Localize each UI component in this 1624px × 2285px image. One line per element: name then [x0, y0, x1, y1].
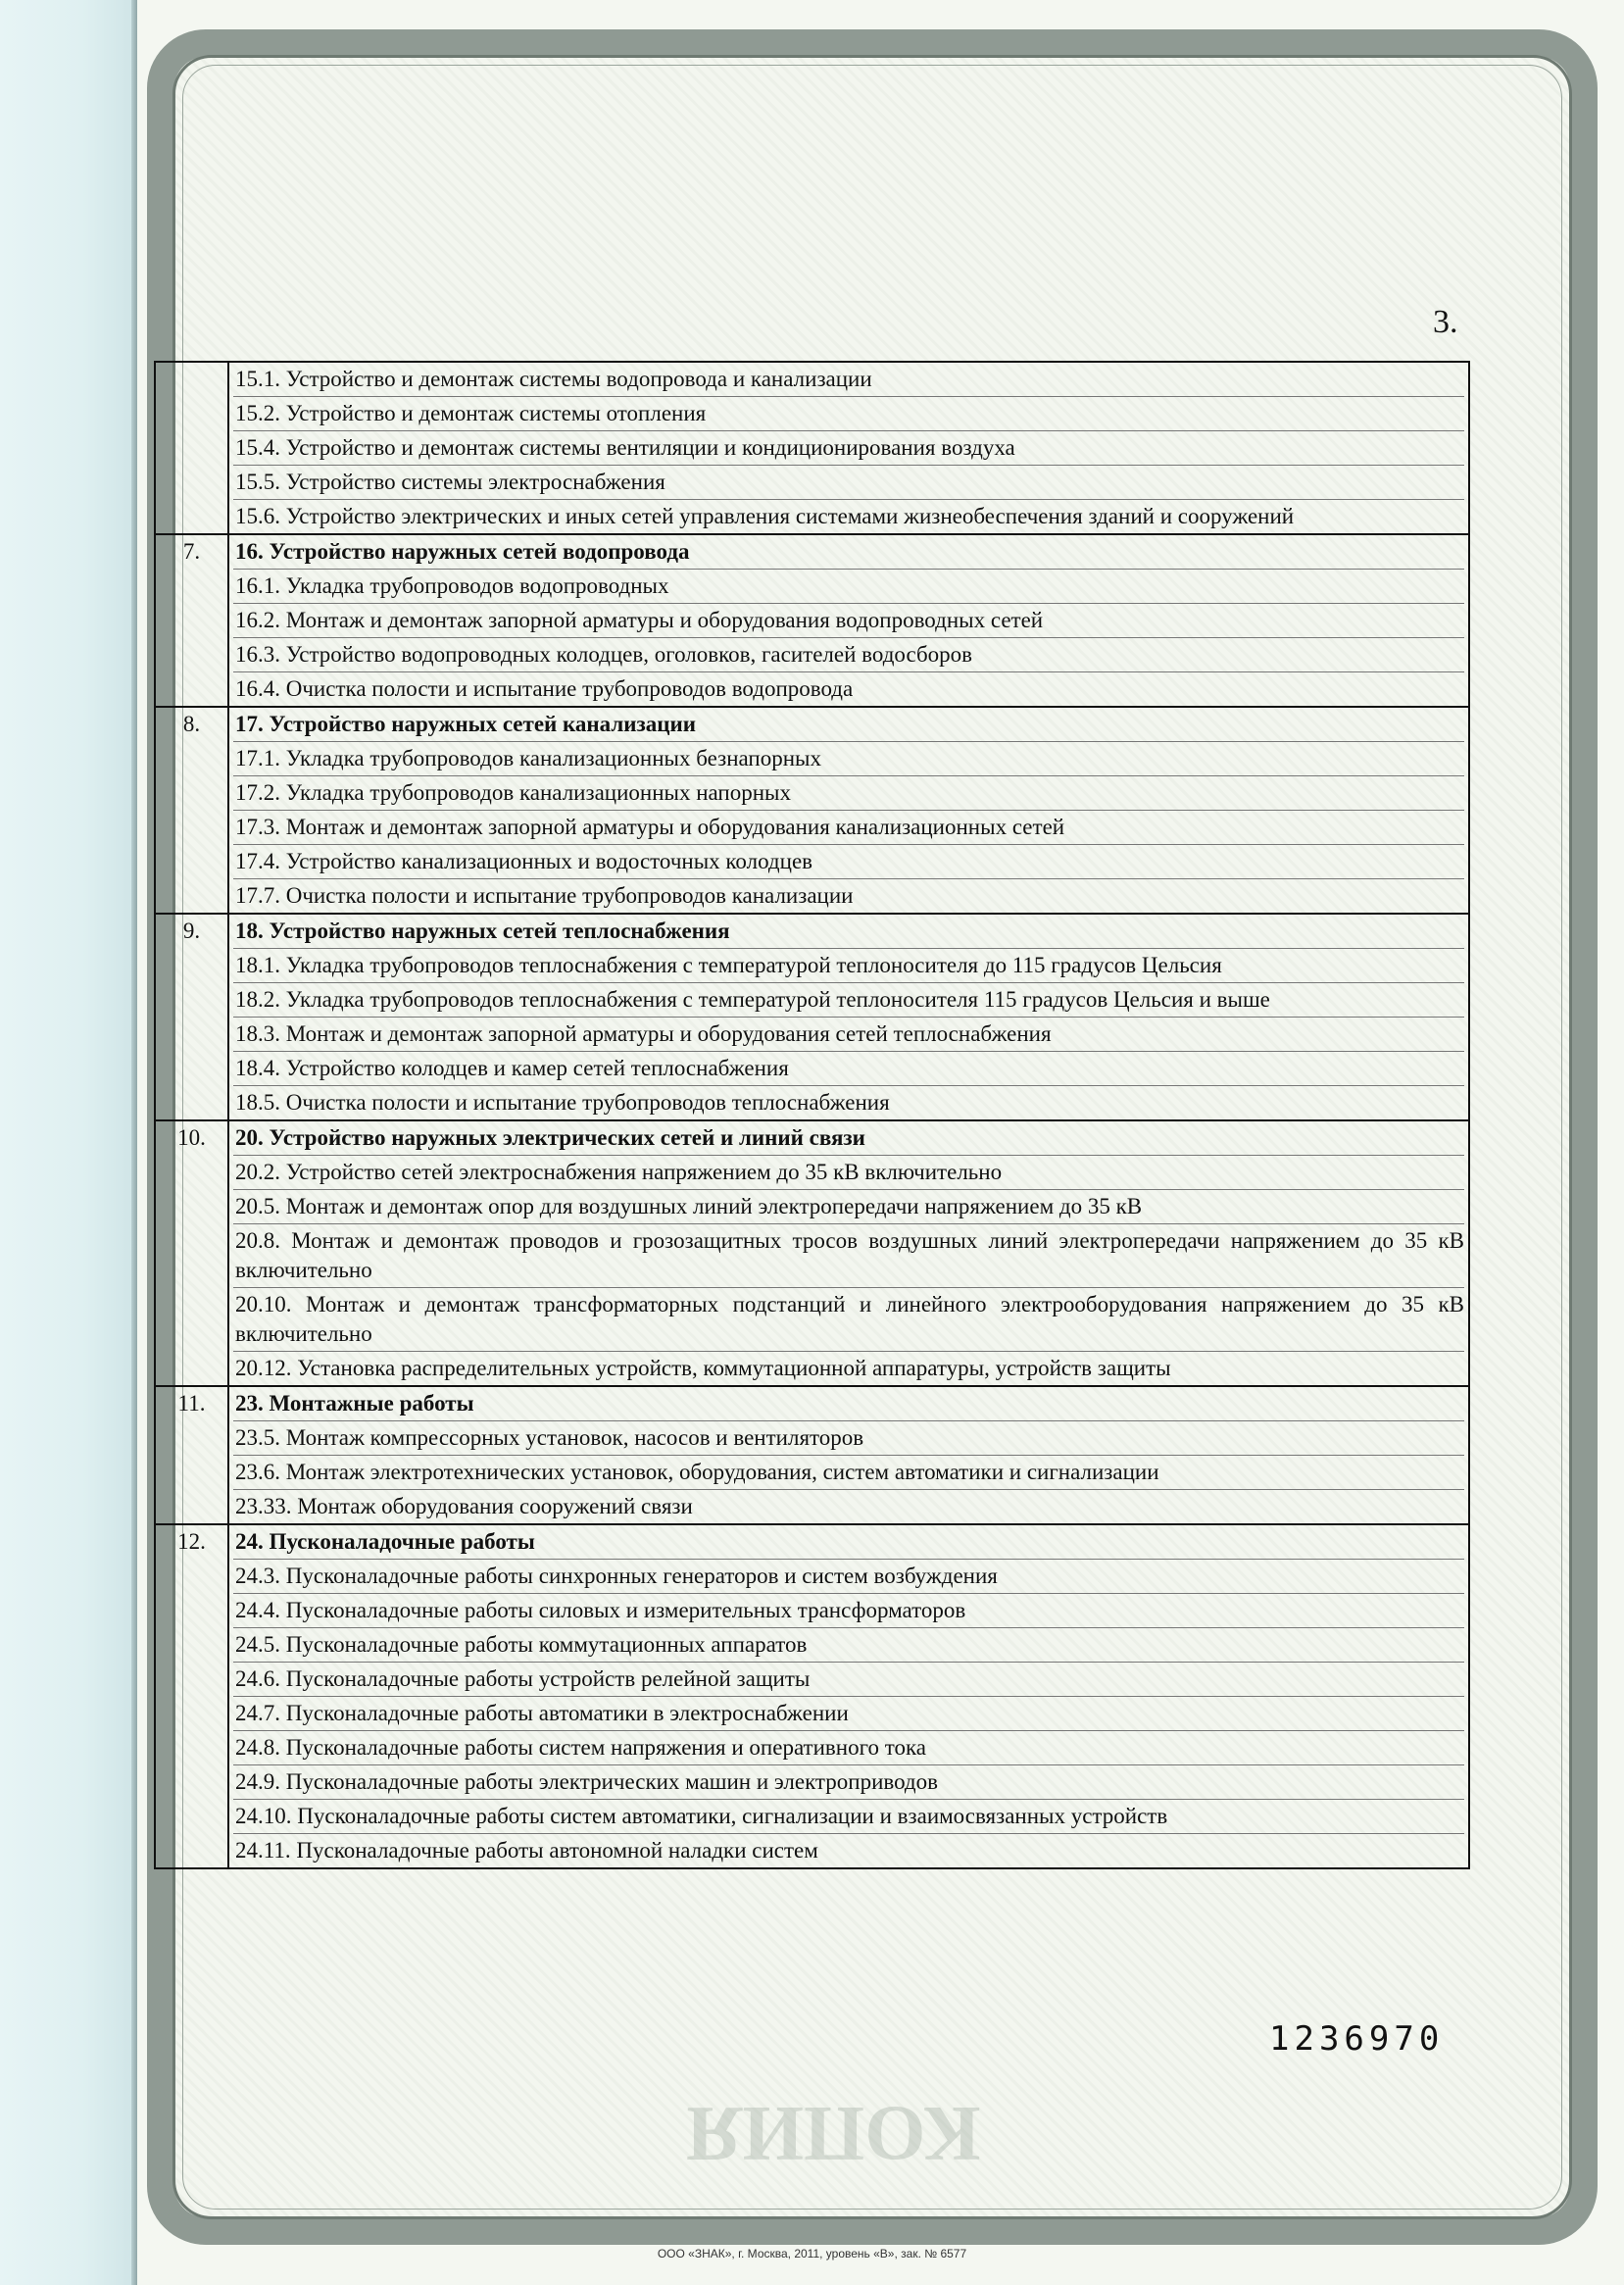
table-row	[155, 707, 1469, 914]
work-item: 20.2. Устройство сетей электроснабжения напряжением до 35 кВ включительно	[233, 1156, 1464, 1190]
row-number: 10.	[155, 1120, 228, 1386]
work-item: 24.9. Пусконаладочные работы электрических машин и электроприводов	[233, 1765, 1464, 1800]
work-item: 23.6. Монтаж электротехнических установок, оборудования, систем автоматики и сигнализации	[233, 1456, 1464, 1490]
work-item: 15.2. Устройство и демонтаж системы отопления	[233, 397, 1464, 431]
work-items-cell	[228, 707, 1469, 914]
work-item: 24.5. Пусконаладочные работы коммутационных аппаратов	[233, 1628, 1464, 1663]
work-item: 20.8. Монтаж и демонтаж проводов и грозозащитных тросов воздушных линий электропередачи напряжением до 35 кВ включительно	[233, 1224, 1464, 1288]
work-item: 24.7. Пусконаладочные работы автоматики в электроснабжении	[233, 1697, 1464, 1731]
adjacent-page-edge	[0, 0, 137, 2285]
serial-number: 1236970	[1269, 2019, 1445, 2059]
row-number	[155, 362, 228, 534]
work-items-cell	[228, 1120, 1469, 1386]
work-item: 20.10. Монтаж и демонтаж трансформаторных подстанций и линейного электрооборудования напряжением до 35 кВ включительно	[233, 1288, 1464, 1352]
work-item: 16.4. Очистка полости и испытание трубопроводов водопровода	[235, 676, 854, 701]
row-number: 7.	[155, 534, 228, 707]
work-item: 16.3. Устройство водопроводных колодцев, оголовков, гасителей водосборов	[233, 638, 1464, 672]
row-number: 11.	[155, 1386, 228, 1524]
work-group-heading: 24. Пусконаладочные работы	[233, 1525, 1464, 1560]
work-item: 24.6. Пусконаладочные работы устройств релейной защиты	[233, 1663, 1464, 1697]
work-item: 24.8. Пусконаладочные работы систем напряжения и оперативного тока	[233, 1731, 1464, 1765]
work-item: 17.2. Укладка трубопроводов канализационных напорных	[233, 776, 1464, 811]
table-row	[155, 1524, 1469, 1868]
work-items-cell	[228, 362, 1469, 534]
work-item: 15.6. Устройство электрических и иных сетей управления системами жизнеобеспечения зданий и сооружений	[235, 504, 1295, 528]
work-item: 17.4. Устройство канализационных и водосточных колодцев	[233, 845, 1464, 879]
table-row	[155, 1120, 1469, 1386]
work-item: 15.1. Устройство и демонтаж системы водопровода и канализации	[233, 363, 1464, 397]
row-number: 8.	[155, 707, 228, 914]
work-item: 24.10. Пусконаладочные работы систем автоматики, сигнализации и взаимосвязанных устройств	[233, 1800, 1464, 1834]
table-row	[155, 914, 1469, 1120]
row-number: 12.	[155, 1524, 228, 1868]
work-item: 23.5. Монтаж компрессорных установок, насосов и вентиляторов	[233, 1421, 1464, 1456]
work-item: 15.5. Устройство системы электроснабжения	[233, 466, 1464, 500]
work-item: 18.3. Монтаж и демонтаж запорной арматуры и оборудования сетей теплоснабжения	[233, 1018, 1464, 1052]
work-group-heading: 18. Устройство наружных сетей теплоснабжения	[233, 915, 1464, 949]
table-row	[155, 1386, 1469, 1524]
work-item: 18.4. Устройство колодцев и камер сетей теплоснабжения	[233, 1052, 1464, 1086]
work-item: 16.2. Монтаж и демонтаж запорной арматуры и оборудования водопроводных сетей	[233, 604, 1464, 638]
work-items-cell	[228, 1524, 1469, 1868]
work-group-heading: 16. Устройство наружных сетей водопровода	[233, 535, 1464, 570]
work-item: 17.1. Укладка трубопроводов канализационных безнапорных	[233, 742, 1464, 776]
work-items-cell	[228, 534, 1469, 707]
work-item: 20.5. Монтаж и демонтаж опор для воздушных линий электропередачи напряжением до 35 кВ	[233, 1190, 1464, 1224]
work-item: 23.33. Монтаж оборудования сооружений связи	[235, 1494, 693, 1518]
work-group-heading: 17. Устройство наружных сетей канализации	[233, 708, 1464, 742]
work-item: 24.11. Пусконаладочные работы автономной наладки систем	[235, 1838, 818, 1863]
work-item: 16.1. Укладка трубопроводов водопроводных	[233, 570, 1464, 604]
works-table	[154, 361, 1470, 1869]
work-item: 24.4. Пусконаладочные работы силовых и измерительных трансформаторов	[233, 1594, 1464, 1628]
work-item: 24.3. Пусконаладочные работы синхронных генераторов и систем возбуждения	[233, 1560, 1464, 1594]
work-item: 18.1. Укладка трубопроводов теплоснабжения с температурой теплоносителя до 115 градусов Цельсия	[233, 949, 1464, 983]
table-row	[155, 362, 1469, 534]
work-item: 17.7. Очистка полости и испытание трубопроводов канализации	[235, 883, 854, 908]
work-item: 18.2. Укладка трубопроводов теплоснабжения с температурой теплоносителя 115 градусов Цельсия и выше	[233, 983, 1464, 1018]
row-number: 9.	[155, 914, 228, 1120]
work-items-cell	[228, 1386, 1469, 1524]
table-row	[155, 534, 1469, 707]
printer-imprint: ООО «ЗНАК», г. Москва, 2011, уровень «В», зак. № 6577	[657, 2247, 967, 2260]
work-item: 18.5. Очистка полости и испытание трубопроводов теплоснабжения	[235, 1090, 890, 1115]
page-number: 3.	[1433, 304, 1458, 340]
work-group-heading: 20. Устройство наружных электрических сетей и линий связи	[233, 1121, 1464, 1156]
work-item: 15.4. Устройство и демонтаж системы вентиляции и кондиционирования воздуха	[233, 431, 1464, 466]
work-group-heading: 23. Монтажные работы	[233, 1387, 1464, 1421]
work-item: 17.3. Монтаж и демонтаж запорной арматуры и оборудования канализационных сетей	[233, 811, 1464, 845]
copy-watermark: КОПИЯ	[686, 2090, 981, 2176]
work-item: 20.12. Установка распределительных устройств, коммутационной аппаратуры, устройств защиты	[235, 1356, 1171, 1380]
work-items-cell	[228, 914, 1469, 1120]
